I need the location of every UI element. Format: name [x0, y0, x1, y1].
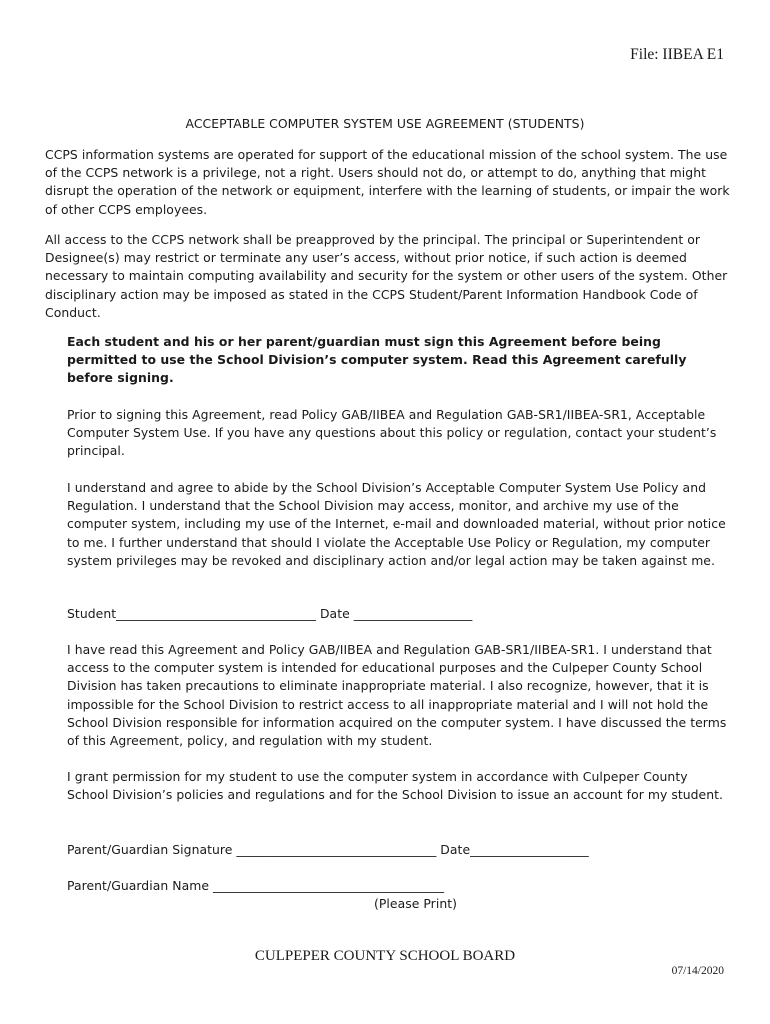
signing-notice: Each student and his or her parent/guardian must sign this Agreement before being permitted to use the School Division’s computer system. Read this Agreement carefully before signing.	[67, 334, 687, 386]
student-signature-line: Student________________________________ Date ___________________	[67, 606, 473, 621]
footer-board-name: CULPEPER COUNTY SCHOOL BOARD	[254, 948, 516, 964]
parent-signature-line: Parent/Guardian Signature ________________________________ Date___________________	[67, 842, 589, 857]
intro-paragraph: CCPS information systems are operated for support of the educational mission of the school system. The use of the CCPS network is a privilege, not a right. Users should not do, or attempt to do, anything that might disrupt the operation of the network or equipment, interfere with the learning of students, or impair the work of other CCPS employees.	[45, 147, 730, 217]
student-agreement-paragraph: I understand and agree to abide by the School Division’s Acceptable Computer System Use Policy and Regulation. I understand that the School Division may access, monitor, and archive my use of the computer system, including my use of the Internet, e-mail and downloaded material, without prior notice to me. I further understand that should I violate the Acceptable Use Policy or Regulation, my computer system privileges may be revoked and disciplinary action and/or legal action may be taken against me.	[67, 480, 726, 568]
file-label: File: IIBEA E1	[630, 46, 724, 63]
print-note: (Please Print)	[374, 896, 458, 911]
access-paragraph: All access to the CCPS network shall be preapproved by the principal. The principal or Superintendent or Designee(s) may restrict or terminate any user’s access, without prior notice, if such action is deemed necessary to maintain computing availability and security for the system or other users of the system. Other disciplinary action may be imposed as stated in the CCPS Student/Parent Information Handbook Code of Conduct.	[45, 232, 728, 320]
revision-date: 07/14/2020	[671, 965, 724, 977]
document-title: ACCEPTABLE COMPUTER SYSTEM USE AGREEMENT (STUDENTS)	[185, 116, 585, 131]
parent-agreement-paragraph: I have read this Agreement and Policy GAB/IIBEA and Regulation GAB-SR1/IIBEA-SR1. I understand that access to the computer system is intended for educational purposes and the Culpeper County School Division has taken precautions to eliminate inappropriate material. I also recognize, however, that it is impossible for the School Division to restrict access to all inappropriate material and I will not hold the School Division responsible for information acquired on the computer system. I have discussed the terms of this Agreement, policy, and regulation with my student.	[67, 642, 727, 749]
parent-name-line: Parent/Guardian Name _____________________________________	[67, 878, 445, 893]
permission-paragraph: I grant permission for my student to use the computer system in accordance with Culpeper County School Division’s policies and regulations and for the School Division to issue an account for my student.	[67, 769, 724, 803]
prior-reading-paragraph: Prior to signing this Agreement, read Policy GAB/IIBEA and Regulation GAB-SR1/IIBEA-SR1, Acceptable Computer System Use. If you have any questions about this policy or regulation, contact your student’s principal.	[67, 407, 717, 459]
